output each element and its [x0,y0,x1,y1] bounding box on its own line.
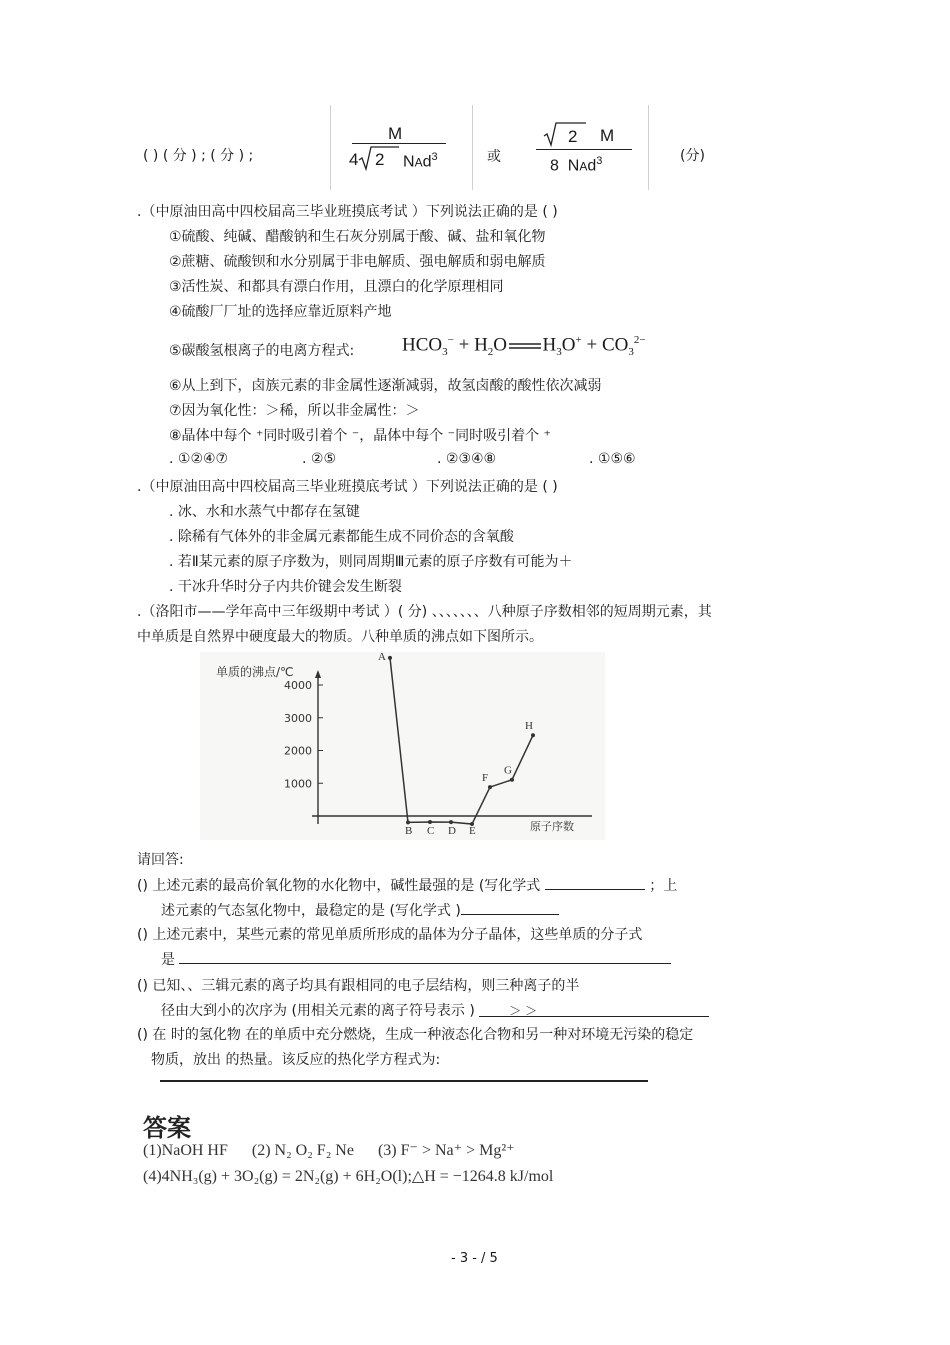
q1-choice-b: . ②⑤ [302,451,337,467]
or-label: 或 [487,149,501,165]
data-point [406,820,410,824]
q3-part2: 是 [161,949,671,969]
q1-stem: .（中原油田高中四校届高三毕业班摸底考试 ）下列说法正确的是 ( ) [137,204,558,220]
q1-option: ④硫酸厂厂址的选择应靠近原料产地 [169,304,392,320]
data-point [388,656,392,660]
q3-stem: 中单质是自然界中硬度最大的物质。八种单质的沸点如下图所示。 [137,629,543,645]
q2-option: . 冰、水和水蒸气中都存在氢键 [169,504,360,520]
q2-option: . 干冰升华时分子内共价键会发生断裂 [169,579,402,595]
q3-part1: () 上述元素的最高价氧化物的水化物中，碱性最强的是 (写化学式 ；上 [137,875,677,895]
f1-coef: 4 [349,150,359,169]
ionization-equation: $HCO_3^- + H_2O$ $H_3O^+ + CO_3^{2-}$ [402,334,646,359]
data-label: F [482,772,489,785]
data-point [449,820,453,824]
data-label: C [427,825,435,837]
f1-numerator: M [388,124,403,143]
q3-part4: () 在 时的氢化物 在的单质中充分燃烧，生成一种液态化合物和另一种对环境无污染的稳定 [137,1027,694,1043]
data-label: B [405,825,413,837]
q1-option: ③活性炭、和都具有漂白作用，且漂白的化学原理相同 [169,279,504,295]
q3-part3: () 已知、、三辑元素的离子均具有跟相同的电子层结构，则三种离子的半 [137,978,580,994]
data-point [510,778,514,782]
data-label: E [469,825,476,837]
answer-blank[interactable] [461,900,559,915]
q3-part3: 径由大到小的次序为 (用相关元素的离子符号表示 ) ＞ ＞ [161,1000,709,1020]
answer-blank[interactable] [545,875,645,890]
y-axis-label: 单质的沸点/℃ [216,665,294,679]
y-tick-label: 4000 [284,679,312,692]
y-tick-label: 1000 [284,777,312,791]
answer-line: (1)NaOH HF (2) N₂ O₂ F₂ Ne (3) F⁻ > Na⁺ > Mg²⁺ [143,1142,515,1159]
q2-option: . 若Ⅱ某元素的原子序数为，则同周期Ⅲ元素的原子序数有可能为＋ [169,554,573,570]
q1-choice-d: . ①⑤⑥ [589,451,636,467]
x-axis-label: 原子序数 [530,820,574,833]
f1-radicand: 2 [375,150,385,169]
y-tick-label: 2000 [284,744,312,758]
q1-option: ①硫酸、纯碱、醋酸钠和生石灰分别属于酸、碱、盐和氧化物 [169,229,546,245]
q3-part4: 物质，放出 的热量。该反应的热化学方程式为: [151,1052,441,1068]
page-number: - 3 - / 5 [451,1251,498,1266]
f2-numerator: M [600,126,615,145]
data-label: A [378,652,386,663]
y-tick-label: 3000 [284,711,312,725]
q2-stem: .（中原油田高中四校届高三毕业班摸底考试 ）下列说法正确的是 ( ) [137,479,558,495]
boiling-point-chart [200,652,605,840]
data-label: H [525,720,533,733]
q1-option: ⑦因为氧化性：＞稀，所以非金属性：＞ [169,403,420,419]
divider [330,105,331,190]
radical-icon [543,121,587,147]
f2-denominator: 8 NAd$^3$ [550,155,603,175]
data-point [488,785,492,789]
divider [648,105,649,190]
q1-choice-c: . ②③④⑧ [437,451,497,467]
q3-stem: .（洛阳市——学年高中三年级期中考试 ）( 分) 、、、、、、、八种原子序数相邻的短周期元素，其 [137,604,712,620]
f1-n: NAd$^3$ [403,151,438,171]
answer-line: (4)4NH₃(g) + 3O₂(g) = 2N₂(g) + 6H₂O(l);△H = −1264.8 kJ/mol [143,1168,554,1185]
q3-part2: () 上述元素中，某些元素的常见单质所形成的晶体为分子晶体，这些单质的分子式 [137,927,643,943]
formula-blanks: ( ) ( 分 ) ; ( 分 ) ; [143,148,254,164]
f1-fraction-bar [352,143,446,144]
data-label: G [504,764,512,777]
q1-option: ⑥从上到下，卤族元素的非金属性逐渐减弱，故氢卤酸的酸性依次减弱 [169,378,602,394]
answer-blank[interactable]: ＞ ＞ [479,1002,709,1017]
f2-radicand: 2 [568,127,578,146]
data-label: D [448,825,456,837]
divider [472,105,473,190]
q1-option: ⑧晶体中每个 ⁺同时吸引着个 ⁻，晶体中每个 ⁻同时吸引着个 ⁺ [169,428,551,444]
answer-blank[interactable] [160,1080,648,1083]
data-point [531,733,535,737]
f2-fraction-bar [536,149,632,150]
q1-option: ②蔗糖、硫酸钡和水分别属于非电解质、强电解质和弱电解质 [169,254,546,270]
data-point [428,820,432,824]
score-label: (分) [680,148,705,164]
q2-option: . 除稀有气体外的非金属元素都能生成不同价态的含氧酸 [169,529,514,545]
q3-part1: 述元素的气态氢化物中，最稳定的是 (写化学式 ) [161,900,559,920]
q1-choice-a: . ①②④⑦ [169,451,229,467]
equilibrium-arrow-icon [508,340,542,352]
q1-option: ⑤碳酸氢根离子的电离方程式: [169,343,355,359]
answer-blank[interactable] [179,949,671,964]
q3-ask: 请回答: [137,852,184,868]
answer-title: 答案 [143,1114,191,1142]
